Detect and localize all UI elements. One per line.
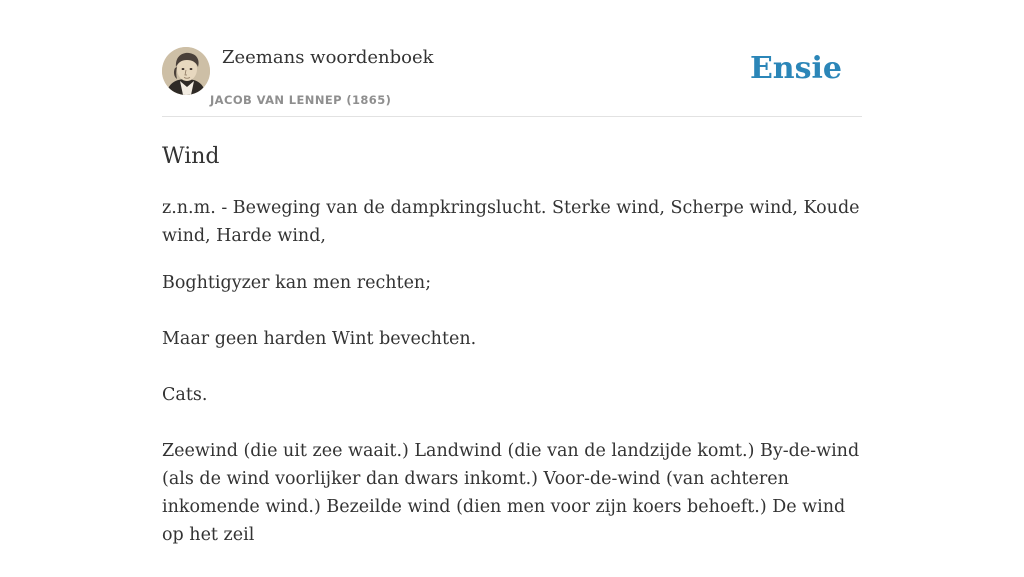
entry-line: Cats. [162, 385, 208, 405]
ensie-logo[interactable]: Ensie [749, 51, 842, 86]
entry-content [162, 194, 862, 549]
source-author: JACOB VAN LENNEP (1865) [210, 93, 392, 107]
author-avatar[interactable] [162, 47, 210, 95]
entry-line: Zeewind (die uit zee waait.) Landwind (die van de landzijde komt.) By-de-wind (als de wind voorlijker dan dwars inkomt.) Voor-de-wind (van achteren inkomende wind.) Bezeilde wind (dien men voor zijn koers behoeft.) De wind op het zeil [162, 441, 860, 545]
entry-title: Wind [162, 144, 220, 169]
entry-line: Maar geen harden Wint bevechten. [162, 329, 477, 349]
header [162, 0, 862, 117]
source-title[interactable]: Zeemans woordenboek [222, 47, 434, 68]
entry-line: Boghtigyzer kan men rechten; [162, 273, 432, 293]
portrait-icon [162, 47, 210, 95]
entry-definition: z.n.m. - Beweging van de dampkringslucht. Sterke wind, Scherpe wind, Koude wind, Harde wind, [162, 198, 860, 246]
page [162, 0, 862, 577]
